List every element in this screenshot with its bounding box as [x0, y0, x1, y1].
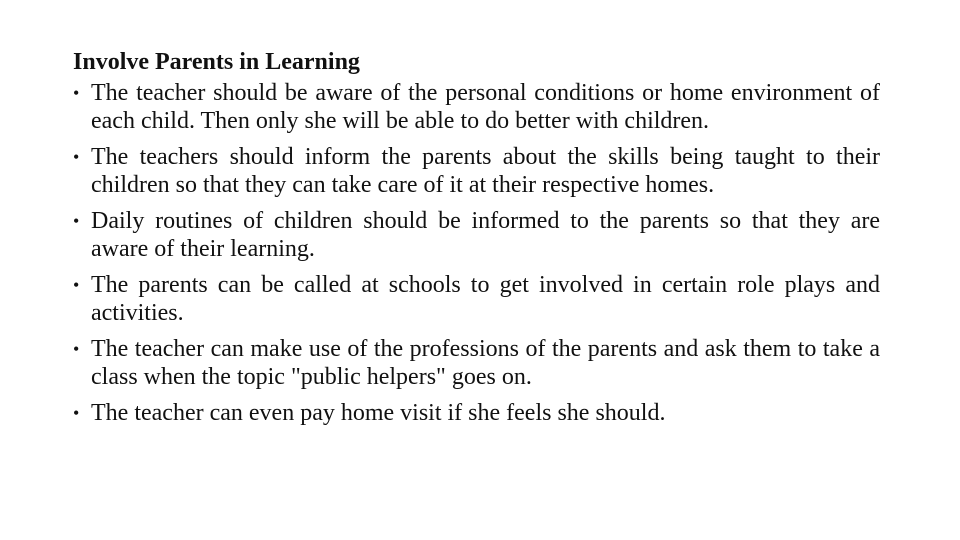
bullet-text: The teacher can even pay home visit if she feels she should.: [91, 400, 666, 426]
bullet-icon: •: [73, 403, 80, 423]
slide-title: Involve Parents in Learning: [73, 49, 360, 75]
bullet-item: [73, 208, 880, 263]
bullet-text: The parents can be called at schools to get involved in certain role plays and activities.: [91, 272, 880, 326]
bullet-icon: •: [73, 211, 80, 231]
bullet-item: [73, 336, 880, 391]
bullet-text: Daily routines of children should be informed to the parents so that they are aware of their learning.: [91, 208, 880, 262]
bullet-icon: •: [73, 339, 80, 359]
bullet-item: [73, 272, 880, 327]
bullet-text: The teachers should inform the parents about the skills being taught to their children so that they can take care of it at their respective homes.: [91, 144, 880, 198]
bullet-icon: •: [73, 275, 80, 295]
bullet-text: The teacher should be aware of the personal conditions or home environment of each child. Then only she will be able to do better with children.: [91, 80, 880, 134]
bullet-icon: •: [73, 83, 80, 103]
slide-content: [73, 47, 880, 437]
bullet-text: The teacher can make use of the professions of the parents and ask them to take a class when the topic "public helpers" goes on.: [91, 336, 880, 390]
bullet-item: [73, 400, 880, 428]
bullet-list: [73, 80, 880, 428]
bullet-item: [73, 80, 880, 135]
bullet-item: [73, 144, 880, 199]
bullet-icon: •: [73, 147, 80, 167]
